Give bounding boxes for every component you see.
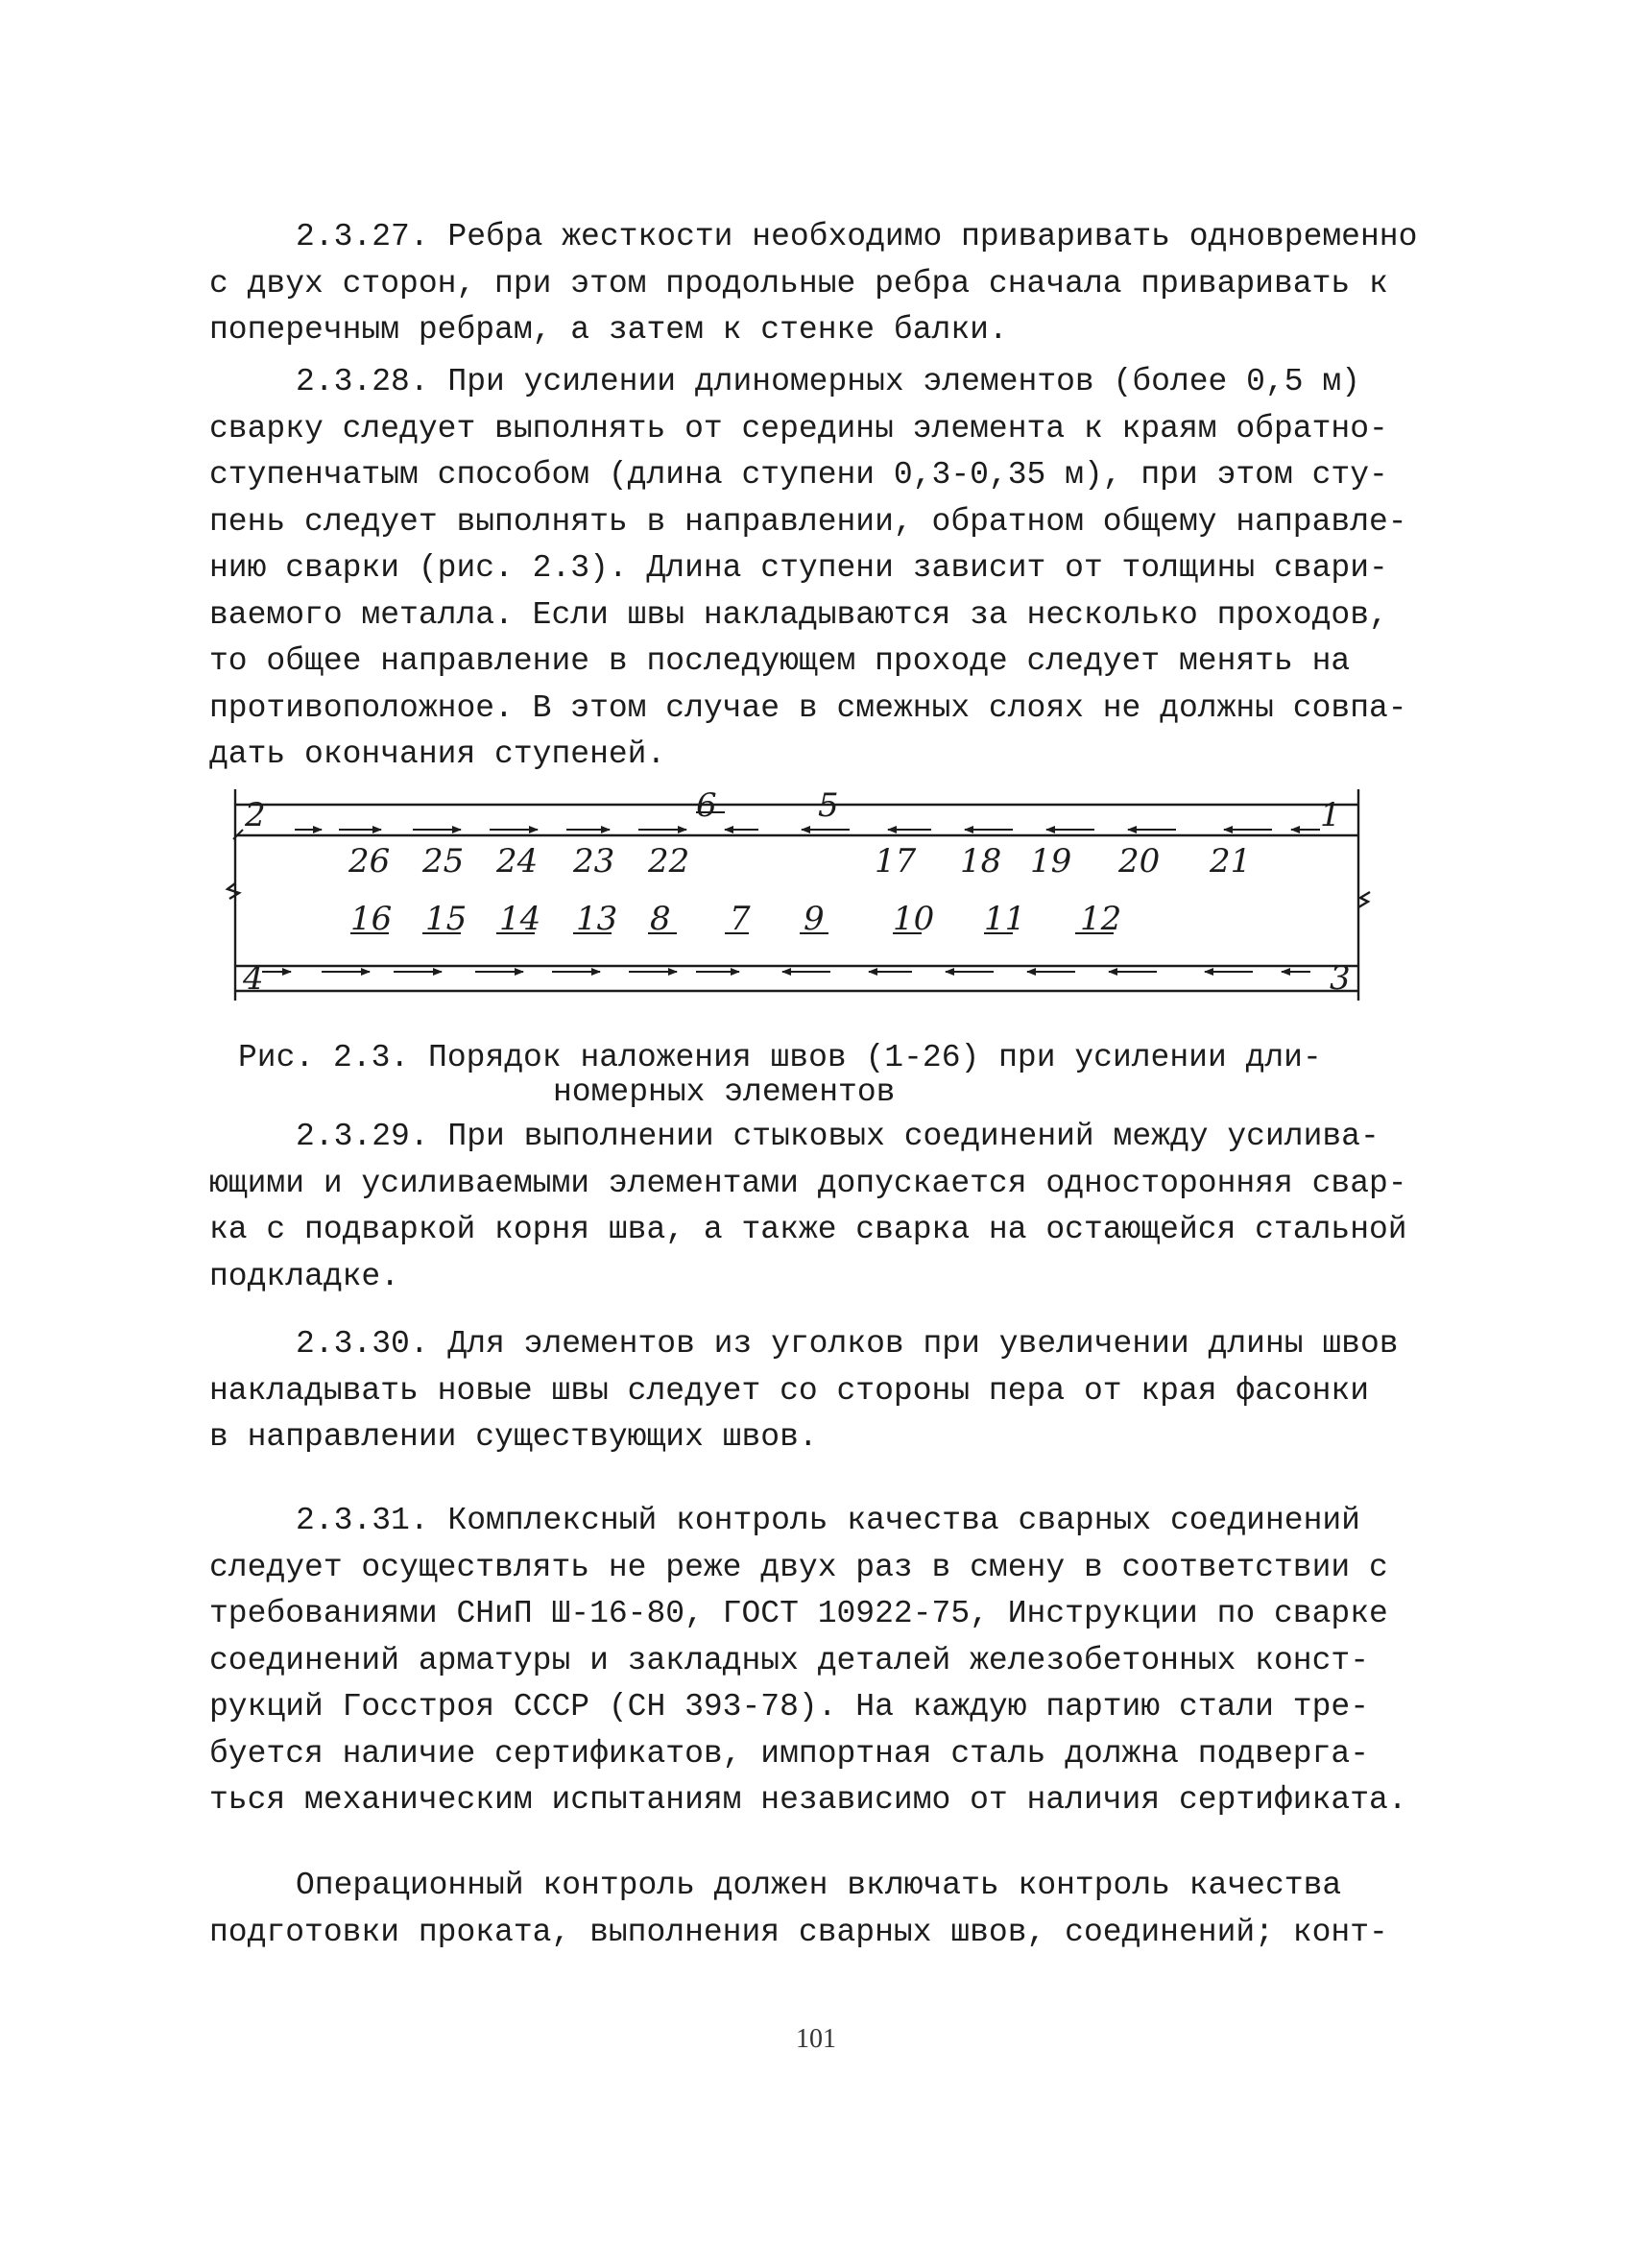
fig-number-26: 26: [348, 842, 391, 881]
figure-caption: [238, 1041, 1390, 1110]
fig-number-10: 10: [893, 900, 935, 938]
paragraph-line: рукций Госстроя СССР (СН 393-78). На каждую партию стали тре-: [209, 1689, 1369, 1725]
paragraph-2-3-29: [209, 1114, 1457, 1300]
paragraph-line: дать окончания ступеней.: [209, 736, 666, 772]
fig-label-top-2: 2: [245, 796, 266, 834]
fig-number-9: 9: [804, 900, 825, 938]
fig-label-bottom-4: 4: [243, 959, 264, 998]
paragraph-line: подготовки проката, выполнения сварных швов, соединений; конт-: [209, 1914, 1388, 1950]
weld-order-figure: [216, 787, 1397, 1008]
paragraph-line: требованиями СНиП Ш-16-80, ГОСТ 10922-75, Инструкции по сварке: [209, 1596, 1388, 1631]
paragraph-line: ступенчатым способом (длина ступени 0,3-0,35 м), при этом сту-: [209, 457, 1388, 493]
paragraph-line: 2.3.28. При усилении длиномерных элементов (более 0,5 м): [296, 364, 1360, 399]
paragraph-line: 2.3.31. Комплексный контроль качества сварных соединений: [296, 1503, 1360, 1538]
fig-number-15: 15: [425, 900, 468, 938]
fig-number-25: 25: [422, 842, 465, 881]
paragraph-line: поперечным ребрам, а затем к стенке балки.: [209, 312, 1008, 348]
fig-label-top-6: 6: [696, 787, 717, 825]
paragraph-line: ться механическим испытаниям независимо от наличия сертификата.: [209, 1782, 1407, 1818]
paragraph-line: сварку следует выполнять от середины элемента к краям обратно-: [209, 410, 1388, 446]
caption-line: номерных элементов: [553, 1074, 896, 1110]
paragraph-2-3-30: [209, 1321, 1457, 1461]
paragraph-2-3-28: [209, 359, 1457, 779]
fig-label-top-5: 5: [818, 787, 839, 825]
paragraph-line: ка с подваркой корня шва, а также сварка на остающейся стальной: [209, 1212, 1407, 1247]
fig-number-20: 20: [1118, 842, 1161, 881]
paragraph-line: ваемого металла. Если швы накладываются за несколько проходов,: [209, 596, 1388, 633]
paragraph-line: Операционный контроль должен включать контроль качества: [296, 1868, 1342, 1903]
paragraph-operational-control: [209, 1863, 1457, 1956]
fig-number-14: 14: [499, 900, 541, 938]
paragraph-2-3-31: [209, 1498, 1457, 1824]
page-number: 101: [796, 2024, 836, 2054]
paragraph-2-3-27: [209, 214, 1457, 354]
fig-number-23: 23: [573, 842, 615, 881]
paragraph-line: 2.3.29. При выполнении стыковых соединений между усилива-: [296, 1119, 1380, 1154]
paragraph-line: 2.3.30. Для элементов из уголков при увеличении длины швов: [296, 1326, 1399, 1362]
fig-number-24: 24: [496, 842, 539, 881]
paragraph-line: подкладке.: [209, 1258, 400, 1294]
paragraph-line: 2.3.27. Ребра жесткости необходимо приваривать одновременно: [296, 219, 1418, 254]
fig-number-16: 16: [350, 900, 393, 938]
paragraph-line: накладывать новые швы следует со стороны пера от края фасонки: [209, 1372, 1369, 1409]
fig-number-13: 13: [576, 900, 618, 938]
paragraph-line: ющими и усиливаемыми элементами допускается односторонняя свар-: [209, 1165, 1407, 1201]
fig-number-21: 21: [1210, 842, 1252, 881]
paragraph-line: соединений арматуры и закладных деталей железобетонных конст-: [209, 1642, 1369, 1678]
fig-number-17: 17: [875, 842, 917, 881]
fig-number-8: 8: [650, 900, 671, 938]
fig-number-11: 11: [984, 900, 1026, 938]
fig-number-18: 18: [960, 842, 1002, 881]
caption-line: Рис. 2.3. Порядок наложения швов (1-26) при усилении дли-: [238, 1040, 1322, 1075]
paragraph-line: противоположное. В этом случае в смежных слоях не должны совпа-: [209, 689, 1407, 726]
paragraph-line: то общее направление в последующем проходе следует менять на: [209, 643, 1351, 679]
fig-label-top-1: 1: [1320, 796, 1341, 834]
paragraph-line: нию сварки (рис. 2.3). Длина ступени зависит от толщины свари-: [209, 550, 1388, 586]
fig-label-bottom-3: 3: [1330, 959, 1351, 998]
fig-number-22: 22: [648, 842, 690, 881]
paragraph-line: буется наличие сертификатов, импортная сталь должна подверга-: [209, 1735, 1369, 1772]
fig-number-7: 7: [730, 900, 751, 938]
paragraph-line: пень следует выполнять в направлении, обратном общему направле-: [209, 503, 1407, 540]
fig-number-12: 12: [1080, 900, 1122, 938]
paragraph-line: с двух сторон, при этом продольные ребра сначала приваривать к: [209, 265, 1388, 302]
fig-number-19: 19: [1030, 842, 1072, 881]
paragraph-line: в направлении существующих швов.: [209, 1419, 818, 1455]
paragraph-line: следует осуществлять не реже двух раз в смену в соответствии с: [209, 1549, 1388, 1585]
